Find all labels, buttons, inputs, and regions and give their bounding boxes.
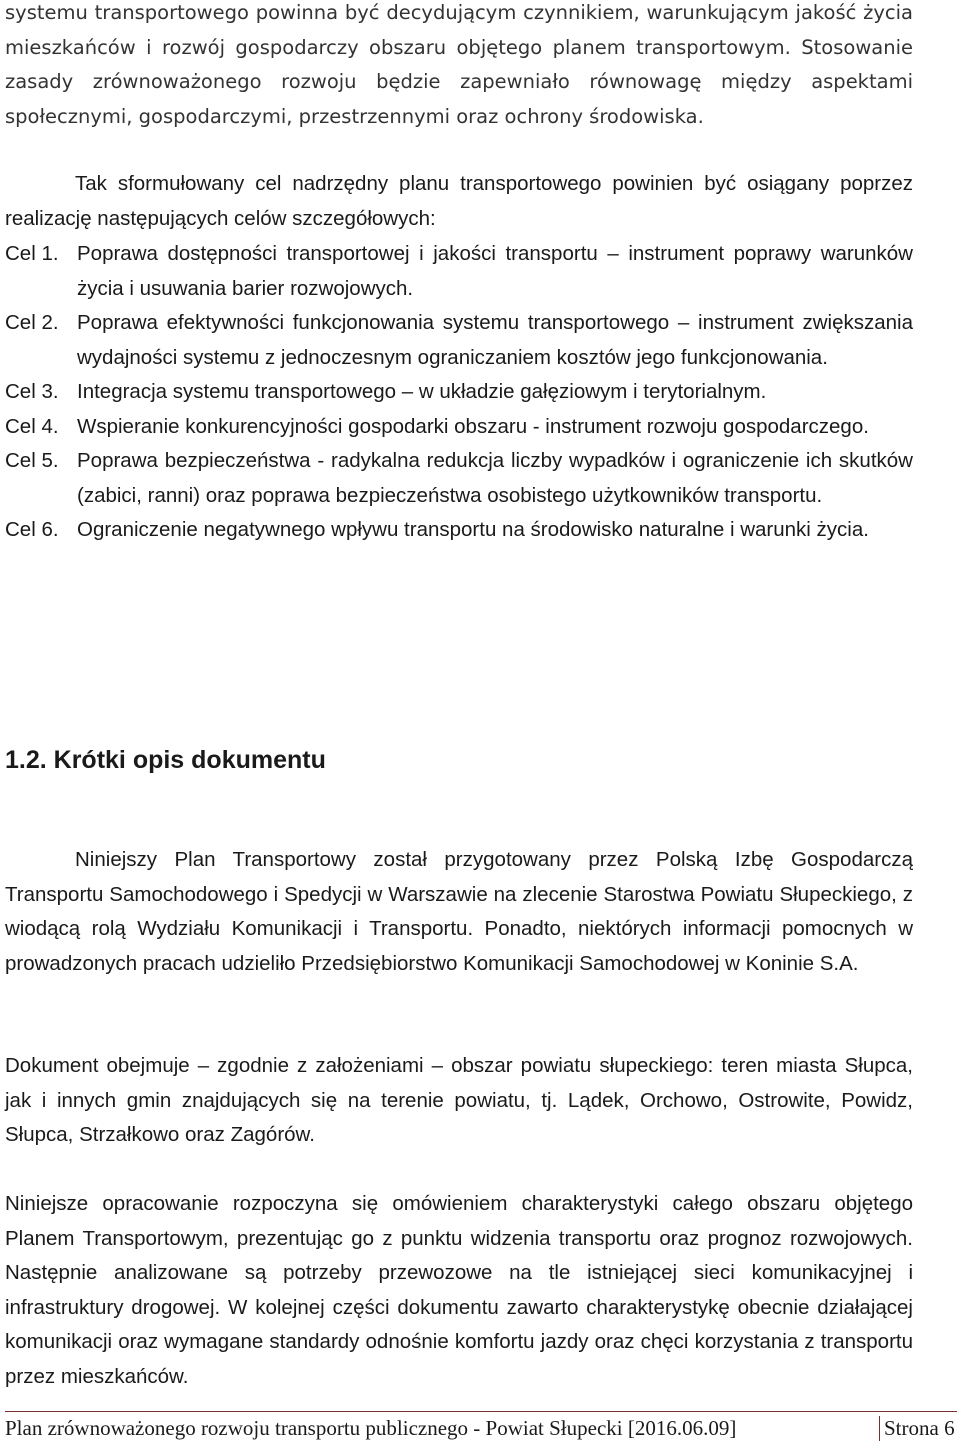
goals-intro: Tak sformułowany cel nadrzędny planu transportowego powinien być osiągany poprzez realizację następujących celów szczegółowych: bbox=[5, 172, 913, 230]
goal-item bbox=[5, 375, 913, 410]
goal-label: Cel 4. bbox=[5, 414, 59, 438]
goals-list bbox=[5, 237, 913, 548]
page-footer bbox=[5, 1411, 957, 1445]
footer-title: Plan zrównoważonego rozwoju transportu publicznego - Powiat Słupecki [2016.06.09] bbox=[5, 1416, 737, 1440]
body-paragraph: Niniejsze opracowanie rozpoczyna się omówieniem charakterystyki całego obszaru objętego Planem Transportowym, prezentując go z punktu widzenia transportu oraz prognoz rozwojowych. Następnie analizowane są potrzeby przewozowe na tle istniejącej sieci komunikacyjnej i infrastruktury drogowej. W kolejnej części dokumentu zawarto charakterystykę obecnie działającej komunikacji oraz wymagane standardy odnośnie komfortu jazdy oraz chęci korzystania z transportu przez mieszkańców. bbox=[5, 1192, 913, 1388]
goal-item bbox=[5, 410, 913, 445]
goal-item bbox=[5, 306, 913, 375]
goal-item bbox=[5, 513, 913, 548]
body-paragraph: Dokument obejmuje – zgodnie z założeniami – obszar powiatu słupeckiego: teren miasta Słupca, jak i innych gmin znajdujących się na terenie powiatu, tj. Lądek, Orchowo, Ostrowite, Powidz, Słupca, Strzałkowo oraz Zagórów. bbox=[5, 1054, 913, 1146]
goal-item bbox=[5, 444, 913, 513]
goal-label: Cel 3. bbox=[5, 380, 59, 403]
goal-text: Ograniczenie negatywnego wpływu transportu na środowisko naturalne i warunki życia. bbox=[77, 518, 869, 541]
goal-text: Wspieranie konkurencyjności gospodarki obszaru - instrument rozwoju gospodarczego. bbox=[77, 414, 869, 438]
goal-label: Cel 6. bbox=[5, 518, 59, 541]
footer-page-number: Strona 6 bbox=[879, 1416, 955, 1441]
body-paragraph: Niniejszy Plan Transportowy został przygotowany przez Polską Izbę Gospodarczą Transportu Samochodowego i Spedycji w Warszawie na zlecenie Starostwa Powiatu Słupeckiego, z wiodącą rolą Wydziału Komunikacji i Transportu. Ponadto, niektórych informacji pomocnych w prowadzonych pracach udzieliło Przedsiębiorstwo Komunikacji Samochodowej w Koninie S.A. bbox=[5, 848, 913, 975]
intro-paragraph: systemu transportowego powinna być decydującym czynnikiem, warunkującym jakość życia mieszkańców i rozwój gospodarczy obszaru objętego planem transportowym. Stosowanie zasady zrównoważonego rozwoju będzie zapewniało równowagę między aspektami społecznymi, gospodarczymi, przestrzennymi oraz ochrony środowiska. bbox=[5, 1, 913, 128]
goal-text: Integracja systemu transportowego – w układzie gałęziowym i terytorialnym. bbox=[77, 380, 767, 403]
goal-text: Poprawa dostępności transportowej i jakości transportu – instrument poprawy warunków życia i usuwania barier rozwojowych. bbox=[77, 242, 913, 300]
goal-label: Cel 2. bbox=[5, 311, 59, 334]
goal-label: Cel 5. bbox=[5, 449, 59, 472]
goal-text: Poprawa bezpieczeństwa - radykalna redukcja liczby wypadków i ograniczenie ich skutków (zabici, ranni) oraz poprawa bezpieczeństwa osobistego użytkowników transportu. bbox=[77, 449, 913, 507]
goal-item bbox=[5, 237, 913, 306]
section-heading: 1.2. Krótki opis dokumentu bbox=[5, 746, 326, 774]
goal-text: Poprawa efektywności funkcjonowania systemu transportowego – instrument zwiększania wydajności systemu z jednoczesnym ograniczaniem kosztów jego funkcjonowania. bbox=[77, 311, 913, 369]
goal-label: Cel 1. bbox=[5, 242, 59, 265]
